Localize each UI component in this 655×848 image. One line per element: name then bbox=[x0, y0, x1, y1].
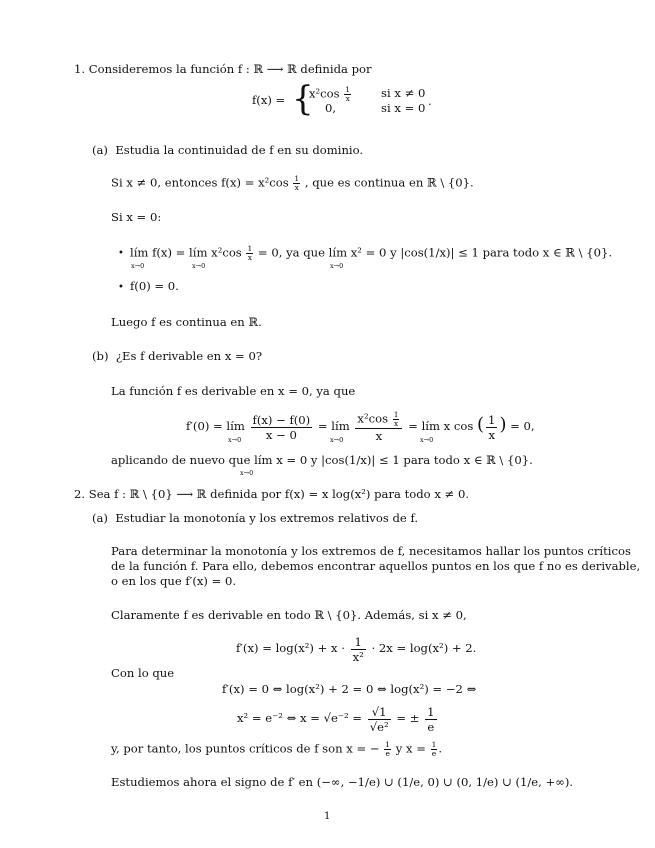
case-1-value: x²cos $\frac{1}{x}$ bbox=[309, 85, 351, 103]
part-2a: (a) Estudiar la monotonía y los extremos relativos de f. bbox=[92, 511, 419, 525]
case-2-value: 0, bbox=[325, 101, 337, 115]
con-lo-que: Con lo que bbox=[111, 666, 175, 680]
brace: { bbox=[292, 79, 314, 119]
critical-equation: f′(x) = 0 ⇔ log(x²) + 2 = 0 ⇔ log(x²) = −2 ⇔ bbox=[222, 682, 477, 696]
part-1a: (a) Estudia la continuidad de f en su dominio. bbox=[92, 143, 364, 157]
problem-2-statement: 2. Sea f : ℝ \ {0} ⟶ ℝ definida por f(x) = x log(x²) para todo x ≠ 0. bbox=[74, 487, 470, 501]
derivable-intro: La función f es derivable en x = 0, ya que bbox=[111, 384, 356, 398]
derivative-at-zero: f′(0) = lím $\frac{f(x) - f(0)}{x - 0}$ = lím x²cos $\frac{1}{x}$ x = lím x cos ( $\frac{1}{x}$ ) = 0, bbox=[186, 410, 535, 443]
problem-intro: Consideremos la función f : ℝ ⟶ ℝ definida por bbox=[88, 62, 372, 76]
problem-1-statement bbox=[74, 62, 372, 76]
bullet-icon: • bbox=[118, 282, 124, 293]
bullet-icon: • bbox=[118, 248, 124, 259]
derivable-conclusion: aplicando de nuevo que lím x = 0 y |cos(1/x)| ≤ 1 para todo x ∈ ℝ \ {0}. bbox=[111, 453, 533, 467]
case-2-condition: si x = 0 bbox=[381, 101, 426, 115]
paragraph-line: o en los que f′(x) = 0. bbox=[111, 574, 237, 588]
continuity-conclusion: Luego f es continua en ℝ. bbox=[111, 315, 262, 329]
derivative-formula: f′(x) = log(x²) + x · $\frac{1}{\text{x²}}$ · 2x = log(x²) + 2. bbox=[236, 634, 477, 664]
paragraph-derivable: Claramente f es derivable en todo ℝ \ {0}. Además, si x ≠ 0, bbox=[111, 608, 467, 622]
problem-number: 1. bbox=[74, 62, 86, 76]
part-1b: (b) ¿Es f derivable en x = 0? bbox=[92, 349, 263, 363]
bullet-limit: lím f(x) = lím x²cos $\frac{1}{x}$ = 0, ya que lím x² = 0 y |cos(1/x)| ≤ 1 para todo x ∈ ℝ \ {0}. bbox=[130, 244, 613, 262]
page-number: 1 bbox=[324, 811, 331, 822]
def-lhs: f(x) = bbox=[252, 93, 286, 107]
paragraph-line: de la función f. Para ello, debemos encontrar aquellos puntos en los que f no es derivable, bbox=[111, 559, 641, 573]
continuity-nonzero: Si x ≠ 0, entonces f(x) = x²cos $\frac{1}{x}$ , que es continua en ℝ \ {0}. bbox=[111, 174, 474, 192]
case-1-condition: si x ≠ 0 bbox=[381, 86, 426, 100]
critical-points: y, por tanto, los puntos críticos de f son x = − $\frac{1}{e}$ y x = $\frac{1}{e}$ . bbox=[111, 740, 443, 758]
bullet-f0: f(0) = 0. bbox=[130, 279, 179, 293]
continuity-zero-heading: Si x = 0: bbox=[111, 210, 162, 224]
lim-sub: x→0 bbox=[131, 262, 145, 270]
paragraph-line: Para determinar la monotonía y los extremos de f, necesitamos hallar los puntos críticos bbox=[111, 544, 631, 558]
critical-solution: x² = e⁻² ⇔ x = √e⁻² = $\frac{√1}{\text{√e²}}$ = ± $\frac{1}{e}$ bbox=[237, 704, 435, 734]
sign-study: Estudiemos ahora el signo de f′ en (−∞, −1/e) ∪ (1/e, 0) ∪ (0, 1/e) ∪ (1/e, +∞). bbox=[111, 775, 574, 789]
